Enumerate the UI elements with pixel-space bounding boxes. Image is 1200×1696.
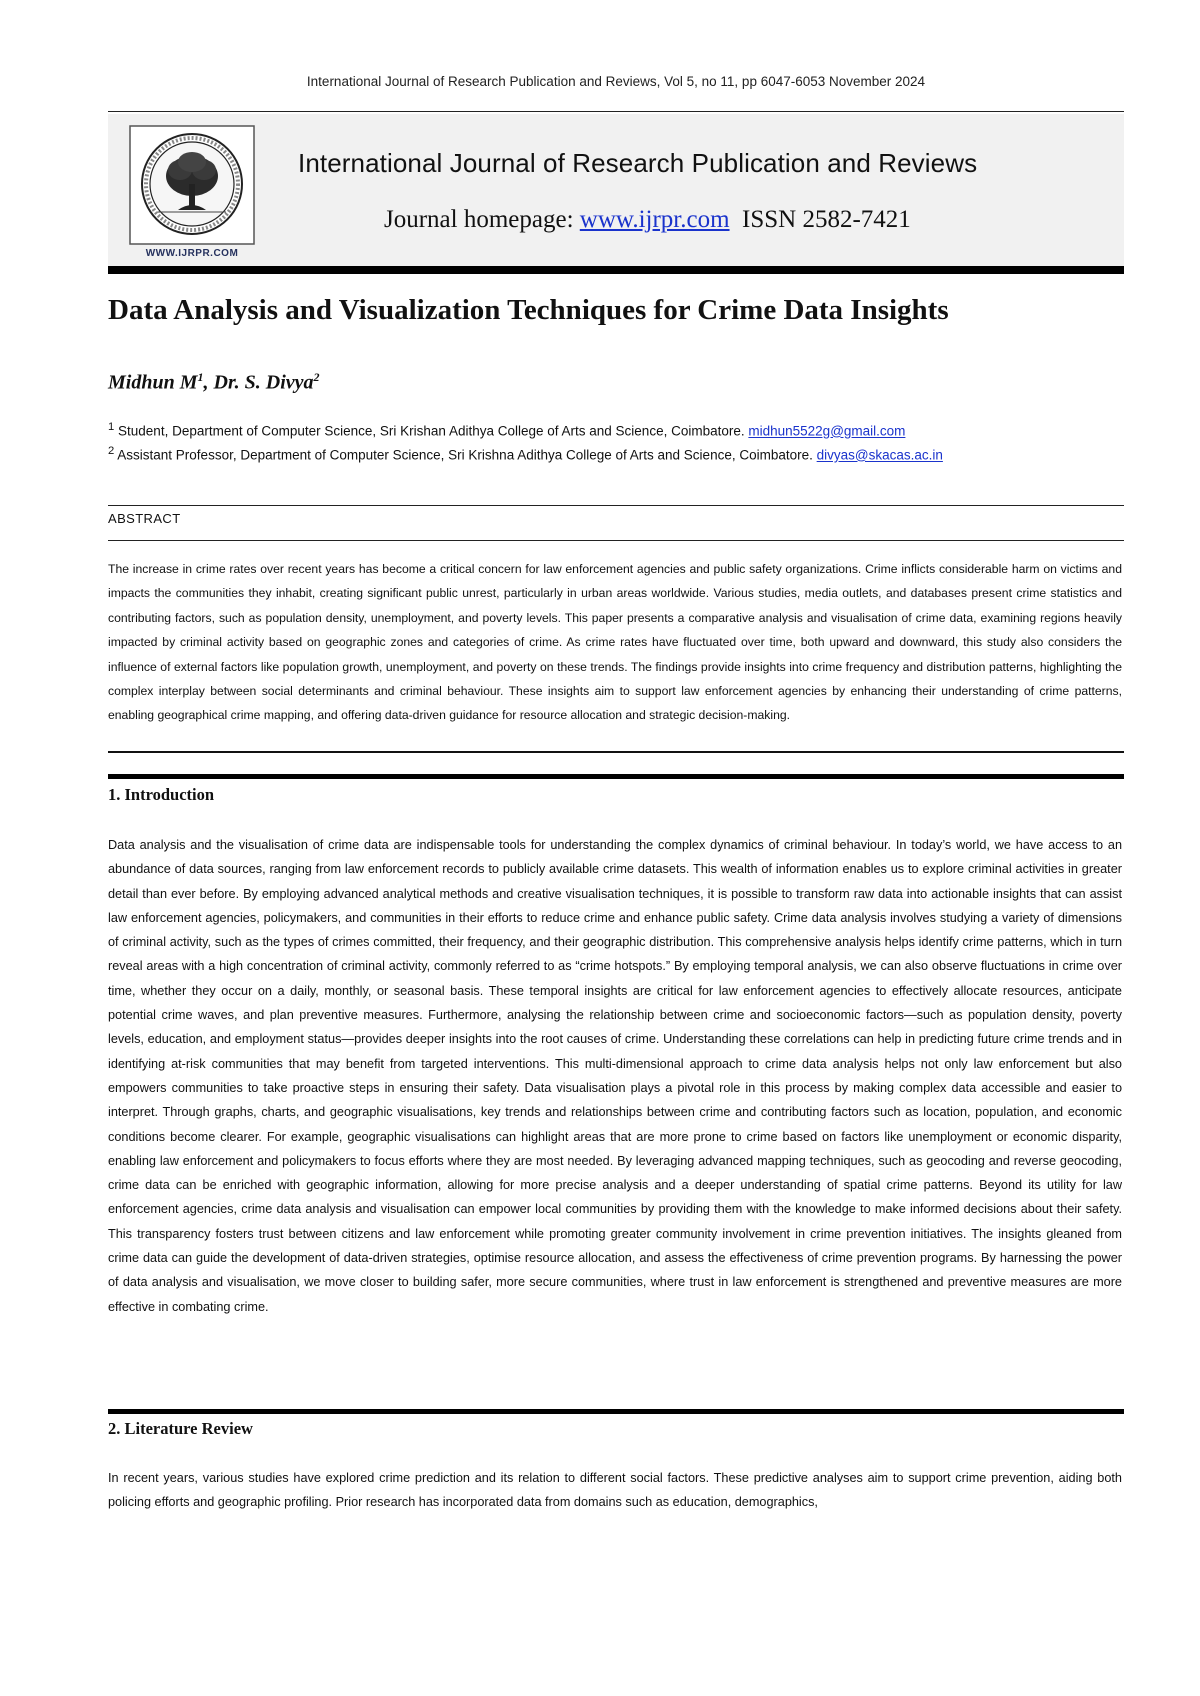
author-sup: 2 bbox=[313, 370, 320, 384]
author-name: Midhun M bbox=[108, 371, 198, 394]
section-body: In recent years, various studies have explored crime prediction and its relation to different social factors. These predictive analyses aim to support crime prevention, aiding both policing efforts and geographic profiling. Prior research has incorporated data from domains such as education, demographics, bbox=[108, 1471, 1122, 1510]
section-body: Data analysis and the visualisation of crime data are indispensable tools for understanding the complex dynamics of criminal behaviour. In today’s world, we have access to an abundance of data sources, ranging from law enforcement records to publicly available crime datasets. This wealth of information enables us to explore criminal activities in greater detail than ever before. By employing advanced analytical methods and creative visualisation techniques, it is possible to transform raw data into actionable insights that can assist law enforcement agencies, policymakers, and communities in their efforts to reduce crime and enhance public safety. Crime data analysis involves studying a variety of dimensions of criminal activity, such as the types of crimes committed, their frequency, and their geographic distribution. This comprehensive analysis helps identify crime patterns, which in turn reveal areas with a high concentration of criminal activity, commonly referred to as “crime hotspots.” By employing temporal analysis, we can also observe fluctuations in crime over time, whether they occur on a daily, monthly, or seasonal basis. These temporal insights are critical for law enforcement agencies to effectively allocate resources, anticipate potential crime waves, and plan preventive measures. Furthermore, analysing the relationship between crime and socioeconomic factors—such as population density, poverty levels, education, and employment status—provides deeper insights into the root causes of crime. Understanding these correlations can help in predicting future crime trends and in identifying at-risk communities that may benefit from targeted interventions. This multi-dimensional approach to crime data analysis helps not only law enforcement but also empowers communities to take proactive steps in ensuring their safety. Data visualisation plays a pivotal role in this process by making complex data accessible and easier to interpret. Through graphs, charts, and geographic visualisations, key trends and relationships between crime and contributing factors such as location, population, and economic conditions become clearer. For example, geographic visualisations can highlight areas that are more prone to crime based on factors like unemployment or economic disparity, enabling law enforcement and policymakers to focus efforts where they are most needed. By leveraging advanced mapping techniques, such as geocoding and reverse geocoding, crime data can be enriched with geographic information, allowing for more precise analysis and a deeper understanding of spatial crime patterns. Beyond its utility for law enforcement agencies, crime data analysis and visualisation can empower local communities by providing them with the knowledge to make informed decisions about their safety. This transparency fosters trust between citizens and law enforcement while promoting greater community involvement in crime prevention initiatives. The insights gleaned from crime data can guide the development of data-driven strategies, optimise resource allocation, and assess the effectiveness of crime prevention programs. By harnessing the power of data analysis and visualisation, we move closer to building safer, more secure communities, where trust in law enforcement is strengthened and preventive measures are more effective in combating crime. bbox=[108, 838, 1122, 1314]
author-email-link[interactable]: divyas@skacas.ac.in bbox=[816, 447, 943, 463]
author-list bbox=[108, 370, 320, 395]
affiliation-text: Assistant Professor, Department of Computer Science, Sri Krishna Adithya College of Arts and Science, Coimbatore. bbox=[117, 447, 813, 463]
abstract-label: ABSTRACT bbox=[108, 511, 181, 526]
section-heading: 1. Introduction bbox=[108, 785, 215, 804]
journal-logo bbox=[128, 124, 256, 260]
author-separator: , bbox=[203, 371, 214, 394]
homepage-prefix: Journal homepage: bbox=[384, 206, 580, 233]
journal-homepage-line bbox=[384, 206, 911, 234]
homepage-link[interactable]: www.ijrpr.com bbox=[579, 206, 730, 233]
issn: ISSN 2582-7421 bbox=[742, 206, 911, 233]
journal-masthead bbox=[108, 114, 1124, 266]
logo-caption: WWW.IJRPR.COM bbox=[145, 248, 239, 259]
section-rule bbox=[108, 774, 1124, 779]
abstract-text: The increase in crime rates over recent years has become a critical concern for law enforcement agencies and public safety organizations. Crime inflicts considerable harm on victims and impacts the communities they inhabit, creating significant public unrest, particularly in urban areas worldwide. Various studies, media outlets, and databases present crime statistics and contributing factors, such as population density, unemployment, and poverty levels. This paper presents a comparative analysis and visualisation of crime data, examining regions heavily impacted by criminal activity based on geographic zones and categories of crime. As crime rates have fluctuated over time, both upward and downward, this study also considers the influence of external factors like population growth, unemployment, and poverty on these trends. The findings provide insights into crime frequency and distribution patterns, highlighting the complex interplay between social determinants and criminal behaviour. These insights aim to support law enforcement agencies by enhancing their understanding of crime patterns, enabling geographical crime mapping, and offering data-driven guidance for resource allocation and strategic decision-making. bbox=[108, 562, 1122, 723]
affiliation-1 bbox=[108, 421, 905, 439]
running-header: International Journal of Research Publication and Reviews, Vol 5, no 11, pp 6047-6053 November 2024 bbox=[108, 70, 1124, 112]
abstract-top-rule bbox=[108, 505, 1124, 506]
journal-title: International Journal of Research Publication and Reviews bbox=[298, 148, 978, 178]
abstract-bottom-rule bbox=[108, 751, 1124, 753]
abstract-label-rule bbox=[108, 540, 1124, 541]
author-email-link[interactable]: midhun5522g@gmail.com bbox=[748, 423, 906, 439]
section-heading: 2. Literature Review bbox=[108, 1419, 253, 1438]
section-rule bbox=[108, 1409, 1124, 1414]
affiliation-text: Student, Department of Computer Science, Sri Krishan Adithya College of Arts and Science, Coimbatore. bbox=[118, 423, 745, 439]
paper-title: Data Analysis and Visualization Techniques for Crime Data Insights bbox=[108, 294, 949, 326]
tree-seal-icon bbox=[128, 124, 256, 246]
author-sup: 1 bbox=[197, 370, 204, 384]
affiliation-sup: 1 bbox=[108, 421, 115, 433]
author-name: Dr. S. Divya bbox=[213, 371, 314, 394]
masthead-rule bbox=[108, 266, 1124, 274]
affiliation-2 bbox=[108, 445, 943, 463]
affiliation-sup: 2 bbox=[108, 445, 115, 457]
